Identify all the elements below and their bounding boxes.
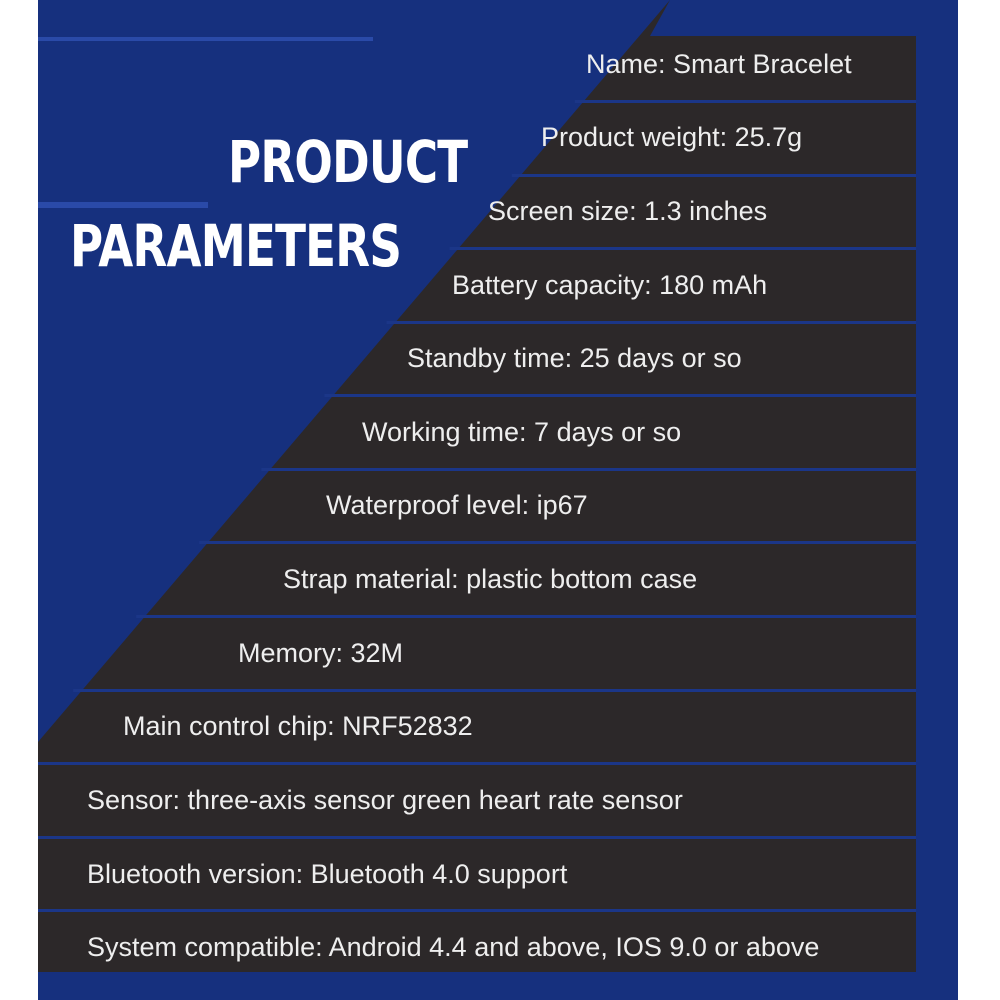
- param-product-weight: Product weight: 25.7g: [541, 122, 803, 152]
- row-divider: [38, 836, 916, 839]
- row-divider: [450, 247, 916, 250]
- heading-line-parameters: PARAMETERS: [70, 212, 402, 280]
- param-screen-size: Screen size: 1.3 inches: [488, 196, 768, 226]
- row-divider: [387, 321, 916, 324]
- row-divider: [136, 615, 916, 618]
- param-memory: Memory: 32M: [238, 638, 404, 668]
- dark-diagonal-panel: [38, 0, 958, 972]
- decor-stripe-middle: [38, 202, 208, 208]
- product-parameters-banner: [38, 0, 958, 1000]
- param-battery-capacity: Battery capacity: 180 mAh: [452, 270, 768, 300]
- heading-line-product: PRODUCT: [228, 128, 468, 196]
- param-standby-time: Standby time: 25 days or so: [407, 343, 742, 373]
- row-divider: [73, 689, 916, 692]
- param-name: Name: Smart Bracelet: [586, 49, 852, 79]
- row-divider: [512, 174, 916, 177]
- row-divider: [38, 762, 916, 765]
- param-system-compatible: System compatible: Android 4.4 and above, IOS 9.0 or above: [87, 932, 820, 962]
- row-divider: [38, 909, 916, 912]
- row-divider: [575, 100, 916, 103]
- top-right-blue-corner: [650, 0, 958, 36]
- decor-stripe-top: [38, 37, 373, 41]
- param-working-time: Working time: 7 days or so: [362, 417, 682, 447]
- param-waterproof-level: Waterproof level: ip67: [326, 490, 588, 520]
- right-edge-strip: [916, 36, 958, 976]
- row-divider: [324, 394, 916, 397]
- row-divider: [199, 541, 916, 544]
- param-strap-material: Strap material: plastic bottom case: [283, 564, 698, 594]
- param-bluetooth-version: Bluetooth version: Bluetooth 4.0 support: [87, 859, 568, 889]
- param-sensor: Sensor: three-axis sensor green heart rate sensor: [87, 785, 683, 815]
- row-divider: [261, 468, 916, 471]
- param-main-control-chip: Main control chip: NRF52832: [123, 711, 473, 741]
